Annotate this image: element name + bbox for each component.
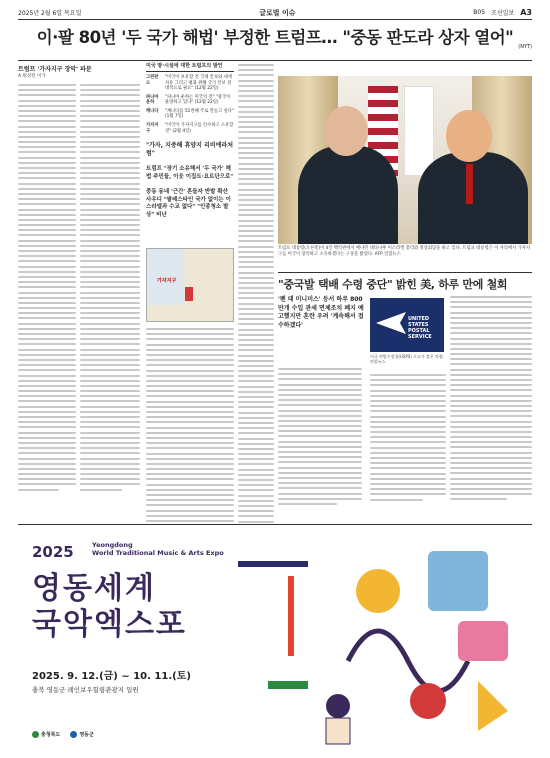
- row-text: "미국이 가자지구를 인수하고 소유할 것" (2월 4일): [165, 123, 234, 134]
- art-pillar: [288, 576, 294, 656]
- photo-credit: AFP 연합뉴스: [374, 251, 401, 257]
- ad-date: 2025. 9. 12.(금) ~ 10. 11.(토): [32, 671, 191, 682]
- article-text-col4: [238, 64, 274, 531]
- article2-text-col2: [370, 374, 446, 504]
- row-place: 파나마 운하: [146, 94, 159, 106]
- netanyahu-head: [324, 106, 368, 156]
- art-drum: [410, 683, 446, 719]
- yeongdong-logo-icon: [70, 731, 77, 738]
- pull-quote-3: 중동 동네 '근간' 흔들자 반발 확산 사우디 "팔레스타인 국가 없이는 이스라엘과 수교 없다" "인종청소 발상" 비난: [146, 189, 231, 218]
- row-text: "미국이 보유할 것 국제 안보와 세계 자유 그리고 평화 위해 국가 안보 절대적으로 필요" (12월 22일): [165, 75, 232, 92]
- map-label: 가자지구: [157, 278, 177, 284]
- sidebox-row: [146, 75, 234, 92]
- ad-korean-title-2: 국악엑스포: [32, 607, 187, 642]
- page-code: B05: [473, 9, 486, 16]
- expo-advertisement: [18, 524, 532, 750]
- column-byline: A 워싱턴 이가: [18, 74, 46, 79]
- paper-name: 조선일보: [491, 10, 515, 17]
- row-text: "캐나다를 51번째 주로 만들고 싶다" (1월 7일): [165, 108, 234, 120]
- art-sun: [356, 569, 400, 613]
- divider: [278, 272, 532, 273]
- ad-english-title: [92, 541, 224, 558]
- article2-text-col3: [450, 296, 532, 504]
- ad-year: 2025: [32, 543, 74, 561]
- masthead-right: [473, 8, 532, 17]
- usps-line1: UNITED STATES: [408, 316, 430, 328]
- logo-chungbuk-label: 충청북도: [41, 732, 61, 738]
- trump-figure: [418, 152, 528, 244]
- gaza-map: [146, 248, 234, 322]
- sidebox-row: [146, 123, 234, 134]
- usps-photo: [370, 298, 444, 352]
- ad-logos: [32, 731, 94, 738]
- eagle-icon: [376, 312, 406, 334]
- photo-caption: [278, 246, 532, 258]
- pull-quote-2: 트럼프 "장기 소유해서 '두 국가' 해법 주민들, 이웃 이집트·요르단으로": [146, 166, 234, 180]
- art-block-pink: [458, 621, 508, 661]
- divider: [18, 60, 532, 61]
- sidebox-title: 미국 땅·시설에 대한 트럼프의 발언: [146, 62, 234, 72]
- gaza-strip-marker: [185, 287, 193, 301]
- article-text-col2: [80, 84, 140, 494]
- art-fan: [478, 681, 508, 731]
- logo-yeongdong: [70, 731, 94, 738]
- ad-en-line1: Yeongdong: [92, 541, 133, 549]
- article-text-col1: [18, 84, 76, 494]
- article-text-col3: [146, 328, 234, 530]
- usps-caption: 미국 연방우정청(USPS) 로고가 붙은 차량. 연합뉴스: [370, 354, 444, 365]
- art-stripe: [268, 681, 308, 689]
- column-head: 트럼프 '가자지구 장악' 파문: [18, 66, 92, 73]
- second-headline: "중국발 택배 수령 중단" 밝힌 美, 하루 만에 철회: [278, 278, 508, 291]
- logo-chungbuk: [32, 731, 60, 738]
- page-number: A3: [520, 8, 532, 17]
- map-land-sinai: [147, 305, 197, 322]
- masthead: [18, 6, 532, 20]
- ad-korean-title-1: 영동세계: [32, 571, 156, 606]
- israel-flag: [404, 86, 434, 176]
- summit-photo: [278, 76, 532, 244]
- caption-text: 트럼프 대통령(오른쪽)이 4일 백악관에서 베냐민 네타냐후 이스라엘 총리와 정상회담을 하고 있다. 트럼프 대통령은 이 자리에서 가자지구를 미국이 장악하고 소유하겠다는 구상을 밝혔다.: [278, 246, 531, 257]
- row-place: 캐나다: [146, 108, 159, 114]
- usps-line2: POSTAL SERVICE: [408, 328, 432, 340]
- row-place: 그린란드: [146, 75, 159, 86]
- pull-quote-1: "가자, 지중해 휴양지 리비에라처럼": [146, 142, 234, 158]
- second-subhead: '펜 데 미니미스' 등서 하루 800만개 수입 관세 면제조치 폐지 예고했지만 혼란 우려 '계속해서 접수하겠다': [278, 296, 364, 330]
- netanyahu-figure: [298, 146, 398, 244]
- row-place: 가자지구: [146, 123, 159, 134]
- headline-credit: (NYT): [518, 44, 532, 50]
- sidebox-row: [146, 109, 234, 120]
- section-title: 글로벌 이슈: [259, 8, 296, 17]
- ad-illustration: [228, 531, 528, 747]
- art-body: [326, 718, 350, 744]
- ad-venue: 충북 영동군 레인보우힐링관광지 일원: [32, 686, 139, 694]
- issue-date: 2025년 2월 6일 목요일: [18, 10, 82, 17]
- art-wave: [348, 631, 468, 691]
- art-block-blue: [428, 551, 488, 611]
- main-headline: 이·팔 80년 '두 국가 해법' 부정한 트럼프… "중동 판도라 상자 열어": [36, 28, 514, 47]
- usps-sign: [408, 316, 444, 340]
- article2-text-col1: [278, 368, 362, 508]
- logo-yeongdong-label: 영동군: [79, 732, 94, 738]
- chungbuk-logo-icon: [32, 731, 39, 738]
- art-bar: [238, 561, 308, 567]
- art-head: [326, 694, 350, 718]
- row-text: "파나마 운하는 미국의 것" "중국이 운영하고 있다" (12월 22일): [165, 94, 231, 106]
- sidebox-row: [146, 95, 234, 106]
- trump-head: [446, 110, 492, 162]
- trump-tie: [466, 164, 473, 204]
- ad-en-line2: World Traditional Music & Arts Expo: [92, 549, 224, 558]
